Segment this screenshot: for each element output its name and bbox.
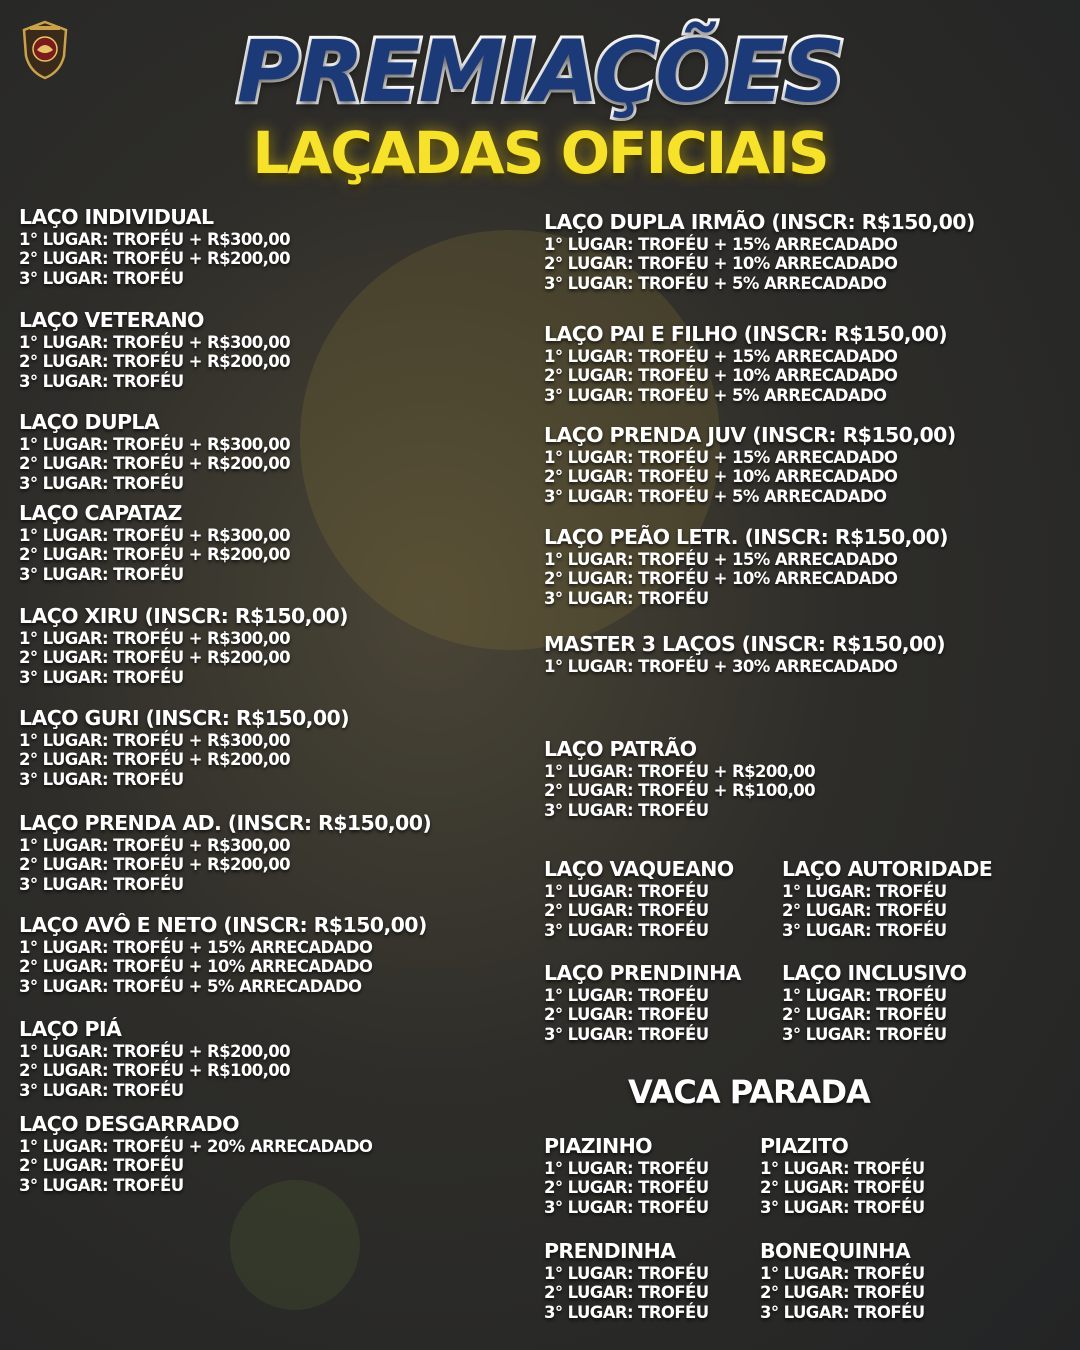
category-title: LAÇO PATRÃO [544,737,697,761]
prize-line: 2° LUGAR: TROFÉU + R$200,00 [19,545,291,565]
prize-line: 1° LUGAR: TROFÉU [544,882,709,901]
prize-block-laco-autoridade [782,856,992,940]
prize-line: 1° LUGAR: TROFÉU + R$300,00 [19,526,291,545]
prize-line: 2° LUGAR: TROFÉU [760,1178,925,1198]
category-title: LAÇO DUPLA IRMÃO (INSCR: R$150,00) [544,210,975,234]
prize-block-laco-dupla [19,409,290,493]
prize-line: 3° LUGAR: TROFÉU [782,1024,947,1044]
prize-line: 2° LUGAR: TROFÉU [760,1283,925,1303]
prize-line: 3° LUGAR: TROFÉU + 5% ARRECADADO [19,976,362,996]
prize-line: 1° LUGAR: TROFÉU + R$300,00 [19,836,291,855]
prize-line: 3° LUGAR: TROFÉU [19,769,184,789]
prize-line: 3° LUGAR: TROFÉU [19,667,184,687]
prize-line: 3° LUGAR: TROFÉU [19,1080,184,1100]
prize-line: 3° LUGAR: TROFÉU [544,588,709,608]
category-title: LAÇO AVÔ E NETO (INSCR: R$150,00) [19,913,427,937]
background-glow [230,1180,360,1310]
prize-line: 2° LUGAR: TROFÉU + R$200,00 [19,249,291,269]
category-title: PRENDINHA [544,1239,676,1263]
prize-block-laco-avo-e-neto [19,912,427,996]
prize-block-laco-dupla-irmao [544,209,975,293]
prize-line: 2° LUGAR: TROFÉU + 10% ARRECADADO [544,467,898,487]
prize-line: 3° LUGAR: TROFÉU [19,371,184,391]
prize-line: 1° LUGAR: TROFÉU + R$300,00 [19,435,291,454]
prize-line: 1° LUGAR: TROFÉU [544,986,709,1005]
category-title: PIAZINHO [544,1134,652,1158]
prize-block-laco-patrao [544,736,815,820]
category-title: LAÇO XIRU (INSCR: R$150,00) [19,604,348,628]
prize-line: 2° LUGAR: TROFÉU + 10% ARRECADADO [19,957,373,977]
prize-line: 2° LUGAR: TROFÉU + R$100,00 [544,781,816,801]
prize-line: 1° LUGAR: TROFÉU + R$300,00 [19,731,291,750]
prize-line: 3° LUGAR: TROFÉU [544,800,709,820]
prize-line: 2° LUGAR: TROFÉU + R$200,00 [19,352,291,372]
prize-line: 1° LUGAR: TROFÉU + 15% ARRECADADO [544,235,898,254]
prize-line: 3° LUGAR: TROFÉU [760,1197,925,1217]
prize-line: 2° LUGAR: TROFÉU + R$200,00 [19,454,291,474]
prize-line: 1° LUGAR: TROFÉU [760,1264,925,1283]
prize-line: 1° LUGAR: TROFÉU [544,1159,709,1178]
prize-line: 3° LUGAR: TROFÉU + 5% ARRECADADO [544,273,887,293]
prize-line: 1° LUGAR: TROFÉU + R$200,00 [19,1042,291,1061]
category-title: LAÇO PRENDINHA [544,961,741,985]
prize-line: 3° LUGAR: TROFÉU [19,564,184,584]
prize-line: 1° LUGAR: TROFÉU + 20% ARRECADADO [19,1137,373,1156]
subtitle: LAÇADAS OFICIAIS [252,119,828,187]
prize-line: 2° LUGAR: TROFÉU + 10% ARRECADADO [544,366,898,386]
prize-line: 2° LUGAR: TROFÉU + 10% ARRECADADO [544,569,898,589]
category-title: LAÇO DUPLA [19,410,160,434]
category-title: BONEQUINHA [760,1239,911,1263]
prize-line: 3° LUGAR: TROFÉU [544,1024,709,1044]
prize-block-bonequinha [760,1238,925,1322]
category-title: LAÇO GURI (INSCR: R$150,00) [19,706,349,730]
category-title: LAÇO PEÃO LETR. (INSCR: R$150,00) [544,525,948,549]
category-title: LAÇO DESGARRADO [19,1112,239,1136]
prize-line: 3° LUGAR: TROFÉU [19,874,184,894]
prize-block-laco-pai-e-filho [544,321,947,405]
prize-block-laco-peao-letr [544,524,948,608]
prize-block-laco-capataz [19,500,290,584]
category-title: LAÇO PAI E FILHO (INSCR: R$150,00) [544,322,948,346]
prize-block-piazinho [544,1133,709,1217]
prize-line: 2° LUGAR: TROFÉU [782,1005,947,1025]
prize-line: 1° LUGAR: TROFÉU [782,882,947,901]
category-title: LAÇO PIÁ [19,1017,122,1041]
prize-block-laco-inclusivo [782,960,966,1044]
prize-line: 2° LUGAR: TROFÉU + R$200,00 [19,648,291,668]
prize-block-laco-prenda-juv [544,422,956,506]
prize-line: 1° LUGAR: TROFÉU [782,986,947,1005]
vaca-parada-title: VACA PARADA [628,1073,870,1111]
prize-block-laco-prenda-ad [19,810,431,894]
category-title: LAÇO VAQUEANO [544,857,734,881]
prize-line: 3° LUGAR: TROFÉU [19,1175,184,1195]
category-title: LAÇO INDIVIDUAL [19,205,214,229]
prize-line: 1° LUGAR: TROFÉU + 15% ARRECADADO [19,938,373,957]
category-title: LAÇO PRENDA JUV (INSCR: R$150,00) [544,423,956,447]
prize-line: 1° LUGAR: TROFÉU [760,1159,925,1178]
prize-block-laco-veterano [19,307,290,391]
prize-line: 2° LUGAR: TROFÉU [544,1005,709,1025]
prize-block-master-3-lacos [544,631,945,676]
prize-line: 1° LUGAR: TROFÉU + 30% ARRECADADO [544,657,898,676]
prize-line: 2° LUGAR: TROFÉU [19,1156,184,1176]
prize-line: 2° LUGAR: TROFÉU + R$200,00 [19,855,291,875]
prize-line: 1° LUGAR: TROFÉU + R$300,00 [19,629,291,648]
category-title: LAÇO INCLUSIVO [782,961,967,985]
main-title: PREMIAÇÕES [236,22,844,122]
prize-block-laco-prendinha [544,960,741,1044]
prize-line: 2° LUGAR: TROFÉU [544,1178,709,1198]
prize-line: 1° LUGAR: TROFÉU + R$200,00 [544,762,816,781]
prize-line: 3° LUGAR: TROFÉU [782,920,947,940]
prize-line: 1° LUGAR: TROFÉU + 15% ARRECADADO [544,448,898,467]
prize-line: 1° LUGAR: TROFÉU + 15% ARRECADADO [544,550,898,569]
category-title: LAÇO AUTORIDADE [782,857,993,881]
prize-block-laco-guri [19,705,349,789]
prize-block-laco-individual [19,204,290,288]
prize-line: 1° LUGAR: TROFÉU + R$300,00 [19,230,291,249]
prize-block-piazito [760,1133,925,1217]
category-title: LAÇO VETERANO [19,308,204,332]
category-title: LAÇO CAPATAZ [19,501,182,525]
prize-line: 3° LUGAR: TROFÉU [19,268,184,288]
prize-line: 2° LUGAR: TROFÉU + 10% ARRECADADO [544,254,898,274]
prize-line: 2° LUGAR: TROFÉU [782,901,947,921]
prize-line: 2° LUGAR: TROFÉU + R$200,00 [19,750,291,770]
prize-block-prendinha [544,1238,709,1322]
prize-line: 1° LUGAR: TROFÉU + R$300,00 [19,333,291,352]
prize-line: 3° LUGAR: TROFÉU [19,473,184,493]
prize-line: 2° LUGAR: TROFÉU [544,901,709,921]
category-title: PIAZITO [760,1134,849,1158]
prize-line: 2° LUGAR: TROFÉU [544,1283,709,1303]
prize-line: 2° LUGAR: TROFÉU + R$100,00 [19,1061,291,1081]
prize-line: 1° LUGAR: TROFÉU + 15% ARRECADADO [544,347,898,366]
prize-block-laco-vaqueano [544,856,734,940]
prize-line: 3° LUGAR: TROFÉU [544,1302,709,1322]
prize-line: 3° LUGAR: TROFÉU + 5% ARRECADADO [544,385,887,405]
prize-block-laco-pia [19,1016,290,1100]
category-title: MASTER 3 LAÇOS (INSCR: R$150,00) [544,632,946,656]
prize-line: 3° LUGAR: TROFÉU [544,920,709,940]
category-title: LAÇO PRENDA AD. (INSCR: R$150,00) [19,811,432,835]
prize-line: 3° LUGAR: TROFÉU [760,1302,925,1322]
prize-line: 1° LUGAR: TROFÉU [544,1264,709,1283]
prize-block-laco-xiru [19,603,348,687]
prize-line: 3° LUGAR: TROFÉU [544,1197,709,1217]
prize-block-laco-desgarrado [19,1111,372,1195]
prize-line: 3° LUGAR: TROFÉU + 5% ARRECADADO [544,486,887,506]
